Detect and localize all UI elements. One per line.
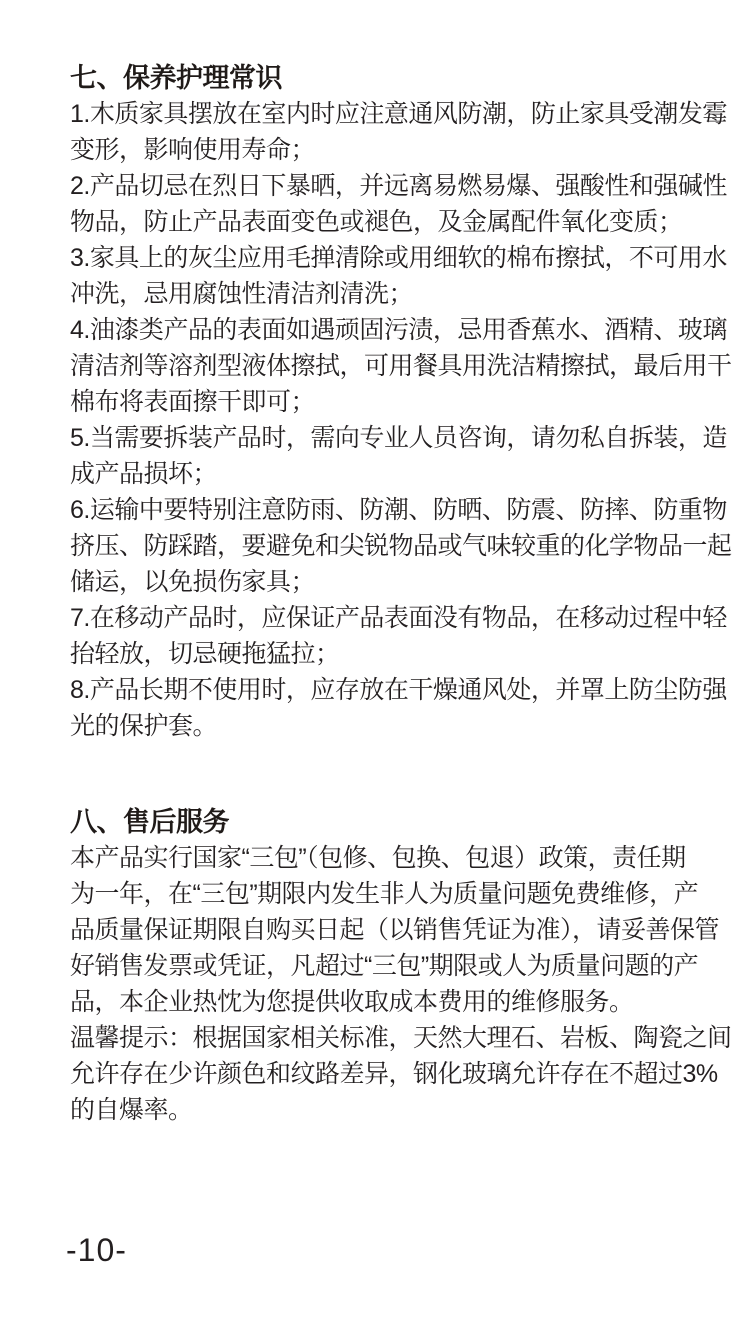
text-line: 8.产品长期不使用时，应存放在干燥通风处，并罩上防尘防强 bbox=[70, 676, 727, 704]
text-line: 5.当需要拆装产品时，需向专业人员咨询，请勿私自拆装，造 bbox=[70, 424, 727, 452]
text-line: 好销售发票或凭证，凡超过“三包”期限或人为质量问题的产 bbox=[70, 952, 699, 980]
text-line: 变形，影响使用寿命； bbox=[70, 136, 316, 164]
text-line: 光的保护套。 bbox=[70, 712, 218, 740]
text-line: 物品，防止产品表面变色或褪色，及金属配件氧化变质； bbox=[70, 208, 683, 236]
text-line: 温馨提示：根据国家相关标准，天然大理石、岩板、陶瓷之间 bbox=[70, 1024, 732, 1052]
text-line: 挤压、防踩踏，要避免和尖锐物品或气味较重的化学物品一起 bbox=[70, 532, 732, 560]
text-line: 本产品实行国家“三包”（包修、包换、包退）政策，责任期 bbox=[70, 844, 686, 872]
text-line: 成产品损坏； bbox=[70, 460, 218, 488]
text-line: 6.运输中要特别注意防雨、防潮、防晒、防震、防摔、防重物 bbox=[70, 496, 727, 524]
text-line: 允许存在少许颜色和纹路差异，钢化玻璃允许存在不超过3% bbox=[70, 1060, 718, 1088]
text-line: 3.家具上的灰尘应用毛掸清除或用细软的棉布擦拭，不可用水 bbox=[70, 244, 727, 272]
text-line: 清洁剂等溶剂型液体擦拭，可用餐具用洗洁精擦拭，最后用干 bbox=[70, 352, 732, 380]
section-care-tips bbox=[70, 60, 732, 744]
page-content bbox=[70, 60, 732, 1128]
text-line: 4.油漆类产品的表面如遇顽固污渍，忌用香蕉水、酒精、玻璃 bbox=[70, 316, 727, 344]
text-line: 棉布将表面擦干即可； bbox=[70, 388, 316, 416]
text-line: 为一年，在“三包”期限内发生非人为质量问题免费维修，产 bbox=[70, 880, 699, 908]
text-line: 7.在移动产品时，应保证产品表面没有物品，在移动过程中轻 bbox=[70, 604, 727, 632]
text-line: 储运，以免损伤家具； bbox=[70, 568, 316, 596]
page-number: -10- bbox=[66, 1232, 127, 1268]
text-line: 品质量保证期限自购买日起（以销售凭证为准），请妥善保管 bbox=[70, 916, 720, 944]
section-care-tips-heading: 七、保养护理常识 bbox=[70, 63, 282, 93]
text-line: 冲洗，忌用腐蚀性清洁剂清洗； bbox=[70, 280, 414, 308]
section-care-tips-body bbox=[70, 96, 732, 744]
text-line: 1.木质家具摆放在室内时应注意通风防潮，防止家具受潮发霉 bbox=[70, 100, 727, 128]
text-line: 的自爆率。 bbox=[70, 1096, 193, 1124]
section-after-sales bbox=[70, 804, 732, 1128]
text-line: 品，本企业热忱为您提供收取成本费用的维修服务。 bbox=[70, 988, 634, 1016]
section-after-sales-heading: 八、售后服务 bbox=[70, 807, 229, 837]
text-line: 2.产品切忌在烈日下暴晒，并远离易燃易爆、强酸性和强碱性 bbox=[70, 172, 727, 200]
text-line: 抬轻放，切忌硬拖猛拉； bbox=[70, 640, 340, 668]
section-after-sales-body bbox=[70, 840, 732, 1128]
